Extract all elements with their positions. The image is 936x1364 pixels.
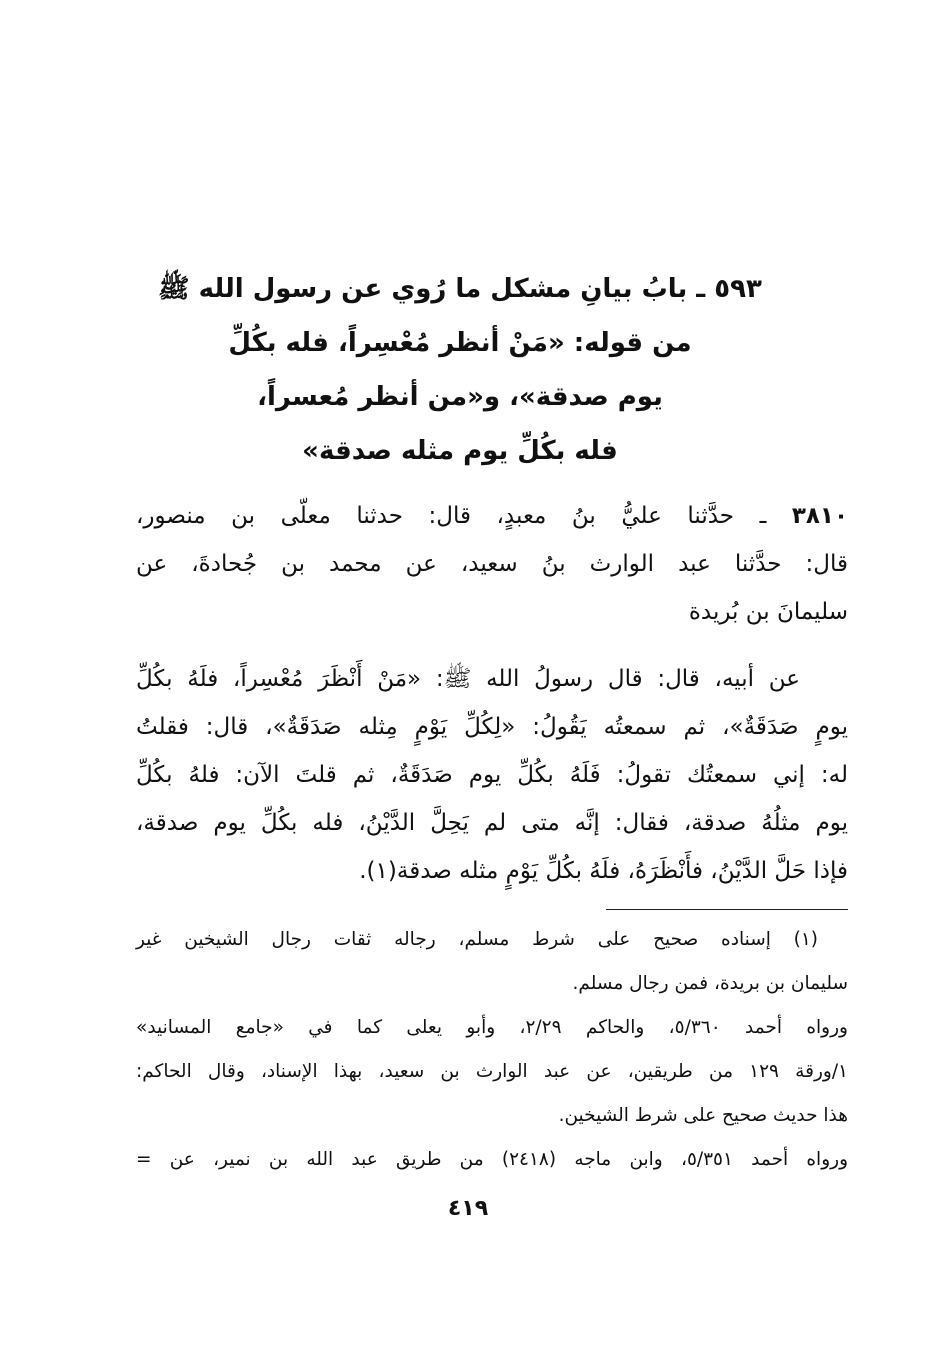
footnote-line: هذا حديث صحيح على شرط الشيخين. [558, 1105, 848, 1126]
hadith-number: ٣٨١٠ [791, 503, 849, 529]
hadith-isnad [136, 492, 848, 636]
chapter-heading-line: ٥٩٣ ـ بابُ بيانِ مشكل ما رُوي عن رسول الله ﷺ [158, 274, 762, 304]
footnote-divider [606, 909, 848, 910]
hadith-matn [136, 655, 848, 895]
isnad-line: سليمانَ بن بُريدة [688, 599, 848, 625]
footnote-line: ١/ورقة ١٢٩ من طريقين، عن عبد الوارث بن سعيد، بهذا الإسناد، وقال الحاكم: [136, 1061, 848, 1082]
isnad-line-text: ـ حدَّثنا عليُّ بنُ معبدٍ، قال: حدثنا معلّى بن منصور، [136, 503, 767, 529]
isnad-line [136, 492, 848, 540]
footnote-line: ورواه أحمد ٥/٣٥١، وابن ماجه (٢٤١٨) من طريق عبد الله بن نمير، عن = [136, 1149, 848, 1170]
matn-line: يوم مثلُهُ صدقة، فقال: إنَّه متى لم يَحِلَّ الدَّيْنُ، فله بكُلِّ يوم صدقة، [136, 810, 848, 836]
isnad-line: قال: حدَّثنا عبد الوارث بنُ سعيد، عن محمد بن جُحادةَ، عن [136, 551, 848, 577]
footnote-line: سليمان بن بريدة، فمن رجال مسلم. [572, 973, 848, 994]
footnotes [136, 918, 848, 1182]
page-number: ٤١٩ [447, 1196, 489, 1221]
chapter-heading-line: من قوله: «مَنْ أنظر مُعْسِراً، فله بكُلِّ [228, 328, 692, 358]
matn-line: فإذا حَلَّ الدَّيْنُ، فأَنْظَرَهُ، فلَهُ بكُلِّ يَوْمٍ مثله صدقة(١). [359, 858, 848, 884]
matn-line: يومٍ صَدَقَةٌ»، ثم سمعتُه يَقُولُ: «لِكُلِّ يَوْمٍ مِثله صَدَقَةٌ»، قال: فقلتُ [136, 714, 848, 740]
matn-line: له: إني سمعتُك تقولُ: فَلَهُ بكُلِّ يوم صَدَقَةٌ، ثم قلتَ الآن: فلهُ بكُلِّ [136, 762, 848, 788]
chapter-heading [120, 262, 800, 478]
chapter-heading-line: يوم صدقة»، و«من أنظر مُعسراً، [257, 382, 663, 412]
matn-line: عن أبيه، قال: قال رسولُ الله ﷺ: «مَنْ أَنْظَرَ مُعْسِراً، فلَهُ بكُلِّ [136, 666, 800, 692]
footnote-line: ورواه أحمد ٥/٣٦٠، والحاكم ٢/٢٩، وأبو يعلى كما في «جامع المسانيد» [136, 1017, 848, 1038]
chapter-heading-line: فله بكُلِّ يوم مثله صدقة» [302, 436, 618, 466]
footnote-line: (١) إسناده صحيح على شرط مسلم، رجاله ثقات رجال الشيخين غير [136, 929, 818, 950]
